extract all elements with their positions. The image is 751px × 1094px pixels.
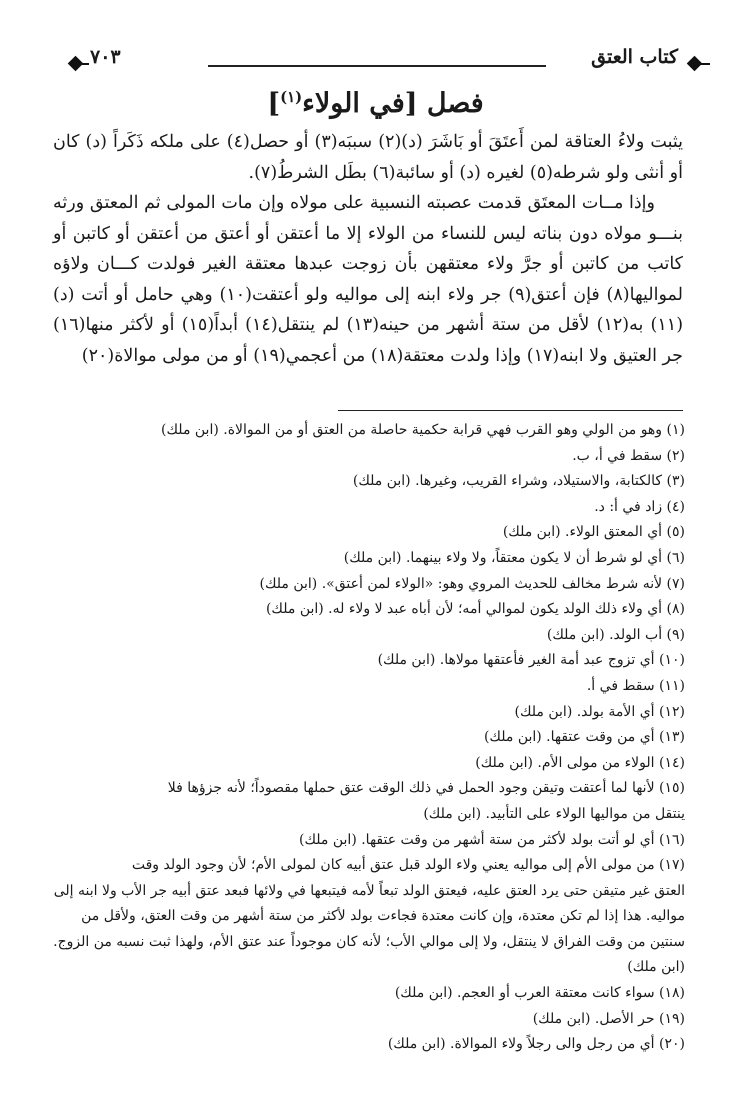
footnote-continuation: ينتقل من مواليها الولاء على التأبيد. (ابن ملك) bbox=[423, 805, 685, 822]
footnote-text: كالكتابة، والاستيلاد، وشراء القريب، وغيرها. (ابن ملك) bbox=[352, 473, 663, 490]
footnote-text: سواء كانت معتقة العرب أو العجم. (ابن ملك) bbox=[394, 985, 655, 1002]
footnote bbox=[53, 751, 685, 777]
footnote bbox=[53, 853, 685, 981]
footnote bbox=[53, 444, 685, 470]
footnote-number: (٧) bbox=[662, 575, 685, 592]
footnote-number: (١٠) bbox=[654, 652, 685, 669]
section-title-text: فصل [في الولاء bbox=[302, 88, 484, 119]
footnote-number: (١١) bbox=[654, 677, 685, 694]
footnote-separator bbox=[338, 410, 683, 411]
footnote-number: (١٢) bbox=[654, 703, 685, 720]
footnote bbox=[53, 597, 685, 623]
footnote-text: الولاء من مولى الأم. (ابن ملك) bbox=[475, 754, 655, 771]
footnote-number: (٣) bbox=[662, 473, 685, 490]
footnote-number: (٨) bbox=[662, 601, 685, 618]
running-header bbox=[68, 46, 708, 76]
footnote-number: (١٨) bbox=[654, 985, 685, 1002]
footnote-text: أي لو أتت بولد لأكثر من ستة أشهر من وقت عتقها. (ابن ملك) bbox=[299, 831, 655, 848]
footnote-text: حر الأصل. (ابن ملك) bbox=[532, 1010, 655, 1027]
page-number: ٧٠٣ bbox=[90, 46, 121, 68]
paragraph: يثبت ولاءُ العتاقة لمن أَعتَقَ أو بَاشَرَ (د)(٢) سببَه(٣) أو حصل(٤) على ملكه ذَكَراً (د) كان أو أنثى ولو شرطه(٥) لغيره (د) أو سائبة(٦) بطَل الشرطُ(٧). bbox=[53, 132, 683, 183]
footnote-number: (٢٠) bbox=[654, 1036, 685, 1053]
footnote bbox=[53, 776, 685, 827]
header-rule bbox=[208, 65, 546, 67]
footnote-number: (٦) bbox=[662, 549, 685, 566]
footnote bbox=[53, 520, 685, 546]
footnote bbox=[53, 623, 685, 649]
footnote-text: أي ولاء ذلك الولد يكون لموالي أمه؛ لأن أباه عبد لا ولاء له. (ابن ملك) bbox=[265, 601, 663, 618]
footnote-text: لأنه شرط مخالف للحديث المروي وهو: «الولاء لمن أعتق». (ابن ملك) bbox=[259, 575, 663, 592]
footnote-text: أب الولد. (ابن ملك) bbox=[546, 626, 663, 643]
footnote-text: أي من وقت عتقها. (ابن ملك) bbox=[483, 729, 655, 746]
footnote bbox=[53, 1007, 685, 1033]
footnote-number: (١٥) bbox=[654, 780, 685, 797]
footnote-text: أي الأمة بولد. (ابن ملك) bbox=[514, 703, 655, 720]
footnote-ref[interactable]: (١) bbox=[280, 88, 303, 106]
section-title bbox=[0, 84, 751, 124]
main-text bbox=[53, 127, 683, 371]
footnote bbox=[53, 1032, 685, 1058]
footnote bbox=[53, 418, 685, 444]
footnote-text: أي لو شرط أن لا يكون معتقاً، ولا ولاء بينهما. (ابن ملك) bbox=[343, 549, 663, 566]
footnote-number: (٢) bbox=[662, 447, 685, 464]
footnote bbox=[53, 981, 685, 1007]
footnote bbox=[53, 572, 685, 598]
footnote bbox=[53, 469, 685, 495]
footnote bbox=[53, 648, 685, 674]
section-title-close: ] bbox=[267, 88, 281, 119]
footnote-text: أي المعتق الولاء. (ابن ملك) bbox=[502, 524, 663, 541]
footnote-text: سقط في أ. bbox=[586, 677, 655, 694]
book-title: كتاب العتق bbox=[591, 46, 678, 68]
footnote-number: (١٧) bbox=[654, 857, 685, 874]
footnote-text: سقط في أ، ب. bbox=[572, 447, 663, 464]
footnote-text: وهو من الولي وهو القرب فهي قرابة حكمية حاصلة من العتق أو من الموالاة. (ابن ملك) bbox=[161, 422, 663, 438]
footnote-text: أي تزوج عبد أمة الغير فأعتقها مولاها. (ابن ملك) bbox=[377, 652, 655, 669]
footnote-text: أي من رجل والى رجلاً ولاء الموالاة. (ابن ملك) bbox=[387, 1036, 655, 1053]
footnote-text: زاد في أ: د. bbox=[594, 498, 663, 515]
footnote-number: (١) bbox=[662, 422, 685, 438]
footnote bbox=[53, 828, 685, 854]
footnote bbox=[53, 700, 685, 726]
paragraph: وإذا مــات المعتَق قدمت عصبته النسبية على مولاه وإن مات المولى ثم المعتق ورثه بنـــو مولاه دون بناته ليس للنساء من الولاء إلا ما أعتقن أو أعتق من أعتقن أو كاتبن أو كاتب من كاتبن أو جرَّ ولاء معتقهن بأن زوجت عبدها معتقة الغير فولدت كـــان ولاؤه لمواليها(٨) فإن أعتق(٩) جر ولاء ابنه إلى مواليه ولو أعتقت(١٠) وهي حامل أو أتت (د)(١١) به(١٢) لأقل من ستة أشهر من حينه(١٣) لم ينتقل(١٤) أبداً(١٥) أو لأكثر منها(١٦) جر العتيق ولا ابنه(١٧) وإذا ولدت معتقة(١٨) من أعجمي(١٩) أو من مولى موالاة(٢٠) bbox=[53, 193, 684, 366]
footnote-number: (١٦) bbox=[654, 831, 685, 848]
footnote-number: (١٩) bbox=[654, 1010, 685, 1027]
footnote-continuation: العتق غير متيقن حتى يرد العتق عليه، فيعتق الولد تبعاً لأمه فيتبعها في ولائها فبعد عتق أبيه جر الأب ولا ابنه إلى مواليه. هذا إذا لم تكن معتدة، وإن كانت معتدة فجاءت بولد لأكثر من ستة أشهر من وقت العتق، ولأقل من سنتين من وقت الفراق لا ينتقل، ولا إلى موالي الأب؛ لأنه كان موجوداً عند عتق الأم، ولهذا ثبت نسبه من الزوج. (ابن ملك) bbox=[53, 882, 685, 976]
footnote bbox=[53, 546, 685, 572]
footnote-number: (٤) bbox=[662, 498, 685, 515]
footnotes bbox=[53, 418, 685, 1058]
footnote-number: (١٣) bbox=[654, 729, 685, 746]
footnote-number: (٥) bbox=[662, 524, 685, 541]
diamond-ornament-icon bbox=[687, 56, 703, 72]
footnote-number: (٩) bbox=[662, 626, 685, 643]
footnote-text: من مولى الأم إلى مواليه يعني ولاء الولد قبل عتق أبيه كان لمولى الأم؛ لأن وجود الولد وقت bbox=[131, 857, 655, 874]
footnote-text: لأنها لما أعتقت وتيقن وجود الحمل في ذلك الوقت عتق حملها مقصوداً؛ لأنه جزؤها فلا bbox=[167, 780, 655, 797]
header-rule-end bbox=[81, 63, 89, 65]
footnote bbox=[53, 674, 685, 700]
footnote bbox=[53, 495, 685, 521]
footnote-number: (١٤) bbox=[654, 754, 685, 771]
footnote bbox=[53, 725, 685, 751]
